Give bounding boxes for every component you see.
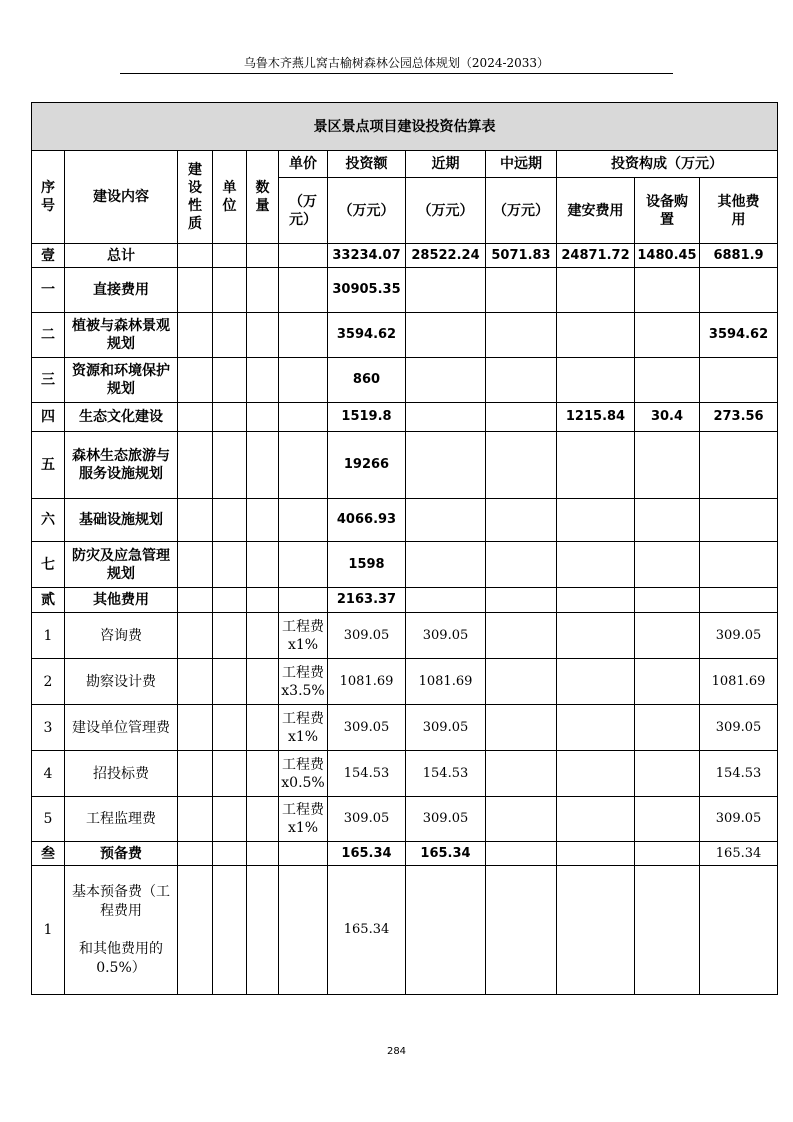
cell-construction (557, 613, 635, 659)
header-near-top: 近期 (406, 151, 486, 178)
cell-mid (486, 358, 557, 403)
table-row (32, 797, 778, 842)
cell-near (406, 403, 486, 432)
cell-seq: 贰 (32, 588, 65, 613)
cell-invest: 33234.07 (328, 244, 406, 268)
cell-invest: 2163.37 (328, 588, 406, 613)
cell-construction: 24871.72 (557, 244, 635, 268)
cell-construction (557, 751, 635, 797)
table-row (32, 659, 778, 705)
cell-invest: 4066.93 (328, 499, 406, 542)
cell-invest: 165.34 (328, 842, 406, 866)
cell-construction (557, 866, 635, 995)
header-qty: 数量 (247, 151, 279, 244)
cell-equipment (635, 842, 700, 866)
cell-seq: 1 (32, 613, 65, 659)
header-content: 建设内容 (65, 151, 178, 244)
cell-other: 165.34 (700, 842, 778, 866)
cell-equipment (635, 866, 700, 995)
cell-equipment (635, 268, 700, 313)
cell-near (406, 358, 486, 403)
cell-equipment (635, 659, 700, 705)
cell-equipment: 1480.45 (635, 244, 700, 268)
cell-mid (486, 499, 557, 542)
cell-mid (486, 542, 557, 588)
cell-price (279, 499, 328, 542)
cell-invest: 1081.69 (328, 659, 406, 705)
table-row (32, 613, 778, 659)
cell-price (279, 842, 328, 866)
cell-content: 基础设施规划 (65, 499, 178, 542)
cell-mid (486, 588, 557, 613)
cell-near (406, 432, 486, 499)
cell-mid (486, 842, 557, 866)
header-other: 其他费用 (700, 178, 778, 244)
cell-seq: 二 (32, 313, 65, 358)
cell-price (279, 313, 328, 358)
table-title: 景区景点项目建设投资估算表 (32, 103, 778, 151)
cell-price: 工程费x3.5% (279, 659, 328, 705)
cell-other (700, 542, 778, 588)
cell-near: 1081.69 (406, 659, 486, 705)
cell-equipment (635, 358, 700, 403)
cell-near (406, 542, 486, 588)
cell-price (279, 542, 328, 588)
cell-construction (557, 268, 635, 313)
header-mid-bottom: （万元） (486, 178, 557, 244)
cell-seq: 五 (32, 432, 65, 499)
cell-price: 工程费x1% (279, 613, 328, 659)
cell-construction (557, 659, 635, 705)
cell-content: 咨询费 (65, 613, 178, 659)
cell-equipment (635, 432, 700, 499)
cell-price (279, 866, 328, 995)
cell-construction (557, 542, 635, 588)
cell-price: 工程费x0.5% (279, 751, 328, 797)
cell-seq: 3 (32, 705, 65, 751)
header-equipment: 设备购置 (635, 178, 700, 244)
table-row (32, 499, 778, 542)
cell-other: 3594.62 (700, 313, 778, 358)
header-nature: 建设性质 (178, 151, 213, 244)
page-number: 284 (386, 1046, 407, 1057)
cell-equipment (635, 797, 700, 842)
cell-other: 6881.9 (700, 244, 778, 268)
cell-content: 防灾及应急管理规划 (65, 542, 178, 588)
cell-near (406, 588, 486, 613)
cell-seq: 四 (32, 403, 65, 432)
header-invest-bottom: （万元） (328, 178, 406, 244)
cell-construction (557, 358, 635, 403)
cell-invest: 309.05 (328, 613, 406, 659)
cell-near: 309.05 (406, 613, 486, 659)
cell-near: 154.53 (406, 751, 486, 797)
cell-price (279, 588, 328, 613)
cell-invest: 30905.35 (328, 268, 406, 313)
cell-content: 工程监理费 (65, 797, 178, 842)
cell-other (700, 499, 778, 542)
investment-estimate-table (31, 102, 778, 995)
cell-mid (486, 797, 557, 842)
table-row (32, 751, 778, 797)
cell-price: 工程费x1% (279, 705, 328, 751)
cell-construction (557, 432, 635, 499)
cell-seq: 壹 (32, 244, 65, 268)
cell-invest: 860 (328, 358, 406, 403)
cell-equipment (635, 705, 700, 751)
cell-other: 154.53 (700, 751, 778, 797)
cell-other: 309.05 (700, 705, 778, 751)
cell-price (279, 358, 328, 403)
cell-price: 工程费x1% (279, 797, 328, 842)
cell-construction (557, 797, 635, 842)
cell-content: 植被与森林景观规划 (65, 313, 178, 358)
table-row (32, 542, 778, 588)
cell-mid (486, 751, 557, 797)
header-seq: 序号 (32, 151, 65, 244)
cell-content: 预备费 (65, 842, 178, 866)
cell-price (279, 268, 328, 313)
cell-other (700, 268, 778, 313)
cell-construction (557, 499, 635, 542)
cell-price (279, 432, 328, 499)
cell-content: 生态文化建设 (65, 403, 178, 432)
cell-seq: 2 (32, 659, 65, 705)
cell-equipment (635, 542, 700, 588)
table-row (32, 244, 778, 268)
cell-content: 基本预备费（工程费用 和其他费用的0.5%） (65, 866, 178, 995)
cell-other (700, 588, 778, 613)
cell-equipment (635, 613, 700, 659)
header-rule (120, 73, 673, 74)
table-row (32, 705, 778, 751)
cell-invest: 165.34 (328, 866, 406, 995)
cell-mid (486, 659, 557, 705)
header-price-bottom: （万元） (279, 178, 328, 244)
cell-content: 勘察设计费 (65, 659, 178, 705)
cell-near (406, 499, 486, 542)
cell-construction (557, 705, 635, 751)
cell-invest: 309.05 (328, 797, 406, 842)
cell-invest: 309.05 (328, 705, 406, 751)
cell-other: 1081.69 (700, 659, 778, 705)
cell-mid (486, 866, 557, 995)
cell-construction: 1215.84 (557, 403, 635, 432)
cell-seq: 4 (32, 751, 65, 797)
header-price-top: 单价 (279, 151, 328, 178)
cell-construction (557, 313, 635, 358)
cell-other: 273.56 (700, 403, 778, 432)
cell-mid (486, 432, 557, 499)
cell-equipment (635, 313, 700, 358)
cell-other (700, 432, 778, 499)
cell-content: 直接费用 (65, 268, 178, 313)
cell-near: 28522.24 (406, 244, 486, 268)
cell-content: 其他费用 (65, 588, 178, 613)
cell-seq: 5 (32, 797, 65, 842)
cell-content: 资源和环境保护规划 (65, 358, 178, 403)
cell-mid (486, 705, 557, 751)
cell-seq: 1 (32, 866, 65, 995)
cell-near (406, 866, 486, 995)
cell-invest: 1519.8 (328, 403, 406, 432)
cell-near: 165.34 (406, 842, 486, 866)
header-construction: 建安费用 (557, 178, 635, 244)
table-row (32, 313, 778, 358)
cell-near (406, 268, 486, 313)
cell-seq: 叁 (32, 842, 65, 866)
cell-content: 招投标费 (65, 751, 178, 797)
cell-seq: 一 (32, 268, 65, 313)
cell-construction (557, 588, 635, 613)
cell-invest: 154.53 (328, 751, 406, 797)
cell-equipment: 30.4 (635, 403, 700, 432)
cell-other (700, 866, 778, 995)
cell-price (279, 244, 328, 268)
cell-mid: 5071.83 (486, 244, 557, 268)
table-row (32, 268, 778, 313)
cell-mid (486, 403, 557, 432)
cell-mid (486, 313, 557, 358)
header-mid-top: 中远期 (486, 151, 557, 178)
cell-other: 309.05 (700, 613, 778, 659)
cell-other (700, 358, 778, 403)
header-composition: 投资构成（万元） (557, 151, 778, 178)
cell-price (279, 403, 328, 432)
table-row (32, 403, 778, 432)
cell-seq: 七 (32, 542, 65, 588)
cell-equipment (635, 751, 700, 797)
cell-invest: 19266 (328, 432, 406, 499)
cell-equipment (635, 499, 700, 542)
cell-construction (557, 842, 635, 866)
cell-content: 建设单位管理费 (65, 705, 178, 751)
cell-near (406, 313, 486, 358)
header-near-bottom: （万元） (406, 178, 486, 244)
header-invest-top: 投资额 (328, 151, 406, 178)
cell-seq: 三 (32, 358, 65, 403)
cell-near: 309.05 (406, 797, 486, 842)
cell-other: 309.05 (700, 797, 778, 842)
cell-mid (486, 268, 557, 313)
table-row (32, 842, 778, 866)
cell-mid (486, 613, 557, 659)
table-row (32, 588, 778, 613)
cell-seq: 六 (32, 499, 65, 542)
cell-near: 309.05 (406, 705, 486, 751)
table-row (32, 432, 778, 499)
cell-equipment (635, 588, 700, 613)
cell-content: 总计 (65, 244, 178, 268)
cell-content: 森林生态旅游与服务设施规划 (65, 432, 178, 499)
table-row (32, 358, 778, 403)
cell-invest: 1598 (328, 542, 406, 588)
header-unit: 单位 (213, 151, 247, 244)
running-header: 乌鲁木齐燕儿窝古榆树森林公园总体规划（2024-2033） (243, 56, 550, 70)
table-row (32, 866, 778, 995)
cell-invest: 3594.62 (328, 313, 406, 358)
